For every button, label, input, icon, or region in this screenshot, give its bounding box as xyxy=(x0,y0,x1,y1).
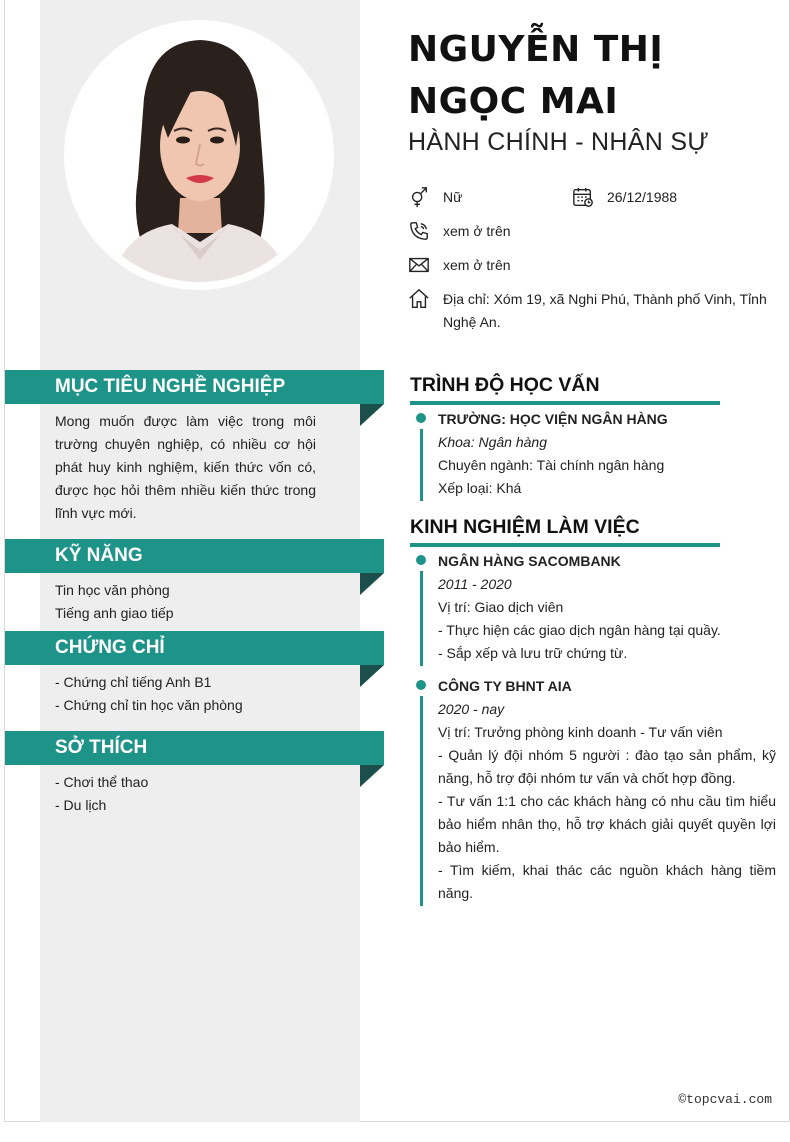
education-heading: TRÌNH ĐỘ HỌC VẤN xyxy=(410,372,720,405)
timeline-dot xyxy=(416,680,426,690)
entry-title: TRƯỜNG: HỌC VIỆN NGÂN HÀNG xyxy=(438,411,668,427)
phone-value: xem ở trên xyxy=(443,223,511,239)
education-entry xyxy=(416,408,776,500)
entry-line: Xếp loại: Khá xyxy=(438,480,522,496)
job-title: HÀNH CHÍNH - NHÂN SỰ xyxy=(408,128,709,156)
timeline-bar xyxy=(420,696,423,906)
certificates-list xyxy=(55,671,316,717)
phone-icon xyxy=(408,220,430,242)
entry-line: Chuyên ngành: Tài chính ngân hàng xyxy=(438,457,665,473)
phone-row xyxy=(408,220,511,243)
experience-entry xyxy=(416,675,776,905)
entry-line: - Thực hiện các giao dịch ngân hàng tại quầy. xyxy=(438,622,721,638)
gender-icon xyxy=(408,186,430,208)
candidate-name: NGUYỄN THỊ NGỌC MAI xyxy=(408,29,664,122)
address-value: Địa chỉ: Xóm 19, xã Nghi Phú, Thành phố Vinh, Tỉnh Nghệ An. xyxy=(443,291,767,330)
hobbies-list xyxy=(55,771,316,817)
timeline-dot xyxy=(416,555,426,565)
objective-heading: MỤC TIÊU NGHỀ NGHIỆP xyxy=(5,370,384,404)
timeline-bar xyxy=(420,571,423,666)
list-item: Tin học văn phòng xyxy=(55,582,170,598)
entry-line: - Quản lý đội nhóm 5 người : đào tạo sản phẩm, kỹ năng, hỗ trợ đội nhóm tư vấn và chốt hợp đồng. xyxy=(438,747,776,786)
ribbon-fold xyxy=(360,573,384,595)
ribbon-fold xyxy=(360,765,384,787)
entry-title: CÔNG TY BHNT AIA xyxy=(438,678,572,694)
list-item: - Chứng chỉ tin học văn phòng xyxy=(55,697,243,713)
birthdate-row xyxy=(572,186,677,209)
entry-line: - Tư vấn 1:1 cho các khách hàng có nhu cầu tìm hiểu bảo hiểm nhân thọ, hỗ trợ khách giải quyết quyền lợi bảo hiểm. xyxy=(438,793,776,855)
email-row xyxy=(408,254,511,277)
skills-list xyxy=(55,579,316,625)
profile-photo xyxy=(64,20,334,290)
entry-line: - Sắp xếp và lưu trữ chứng từ. xyxy=(438,645,628,661)
experience-heading: KINH NGHIỆM LÀM VIỆC xyxy=(410,514,720,547)
list-item: Tiếng anh giao tiếp xyxy=(55,605,174,621)
calendar-icon xyxy=(572,186,594,208)
list-item: - Chứng chỉ tiếng Anh B1 xyxy=(55,674,212,690)
timeline-bar xyxy=(420,429,423,501)
list-item: - Chơi thể thao xyxy=(55,774,149,790)
home-icon xyxy=(408,288,430,310)
objective-text: Mong muốn được làm việc trong môi trường chuyên nghiệp, có nhiều cơ hội phát huy kinh nghiệm, kiến thức vốn có, được học hỏi thêm nhiều kiến thức trong lĩnh vực mới. xyxy=(55,413,316,521)
entry-title: NGÂN HÀNG SACOMBANK xyxy=(438,553,621,569)
experience-entry xyxy=(416,550,776,665)
gender-value: Nữ xyxy=(443,189,463,205)
envelope-icon xyxy=(408,254,430,276)
portrait-image xyxy=(72,28,326,282)
entry-subtitle: Khoa: Ngân hàng xyxy=(438,434,547,450)
watermark: ©topcvai.com xyxy=(678,1092,772,1107)
entry-period: 2011 - 2020 xyxy=(438,576,512,592)
entry-line: Vị trí: Trưởng phòng kinh doanh - Tư vấn viên xyxy=(438,724,723,740)
skills-heading: KỸ NĂNG xyxy=(5,539,384,573)
list-item: - Du lịch xyxy=(55,797,107,813)
entry-line: - Tìm kiếm, khai thác các nguồn khách hàng tiềm năng. xyxy=(438,862,776,901)
email-value: xem ở trên xyxy=(443,257,511,273)
gender-row xyxy=(408,186,462,209)
ribbon-fold xyxy=(360,404,384,426)
address-row xyxy=(408,288,768,334)
birthdate-value: 26/12/1988 xyxy=(607,189,678,205)
entry-period: 2020 - nay xyxy=(438,701,505,717)
hobbies-heading: SỞ THÍCH xyxy=(5,731,384,765)
entry-line: Vị trí: Giao dịch viên xyxy=(438,599,564,615)
timeline-dot xyxy=(416,413,426,423)
ribbon-fold xyxy=(360,665,384,687)
certificates-heading: CHỨNG CHỈ xyxy=(5,631,384,665)
